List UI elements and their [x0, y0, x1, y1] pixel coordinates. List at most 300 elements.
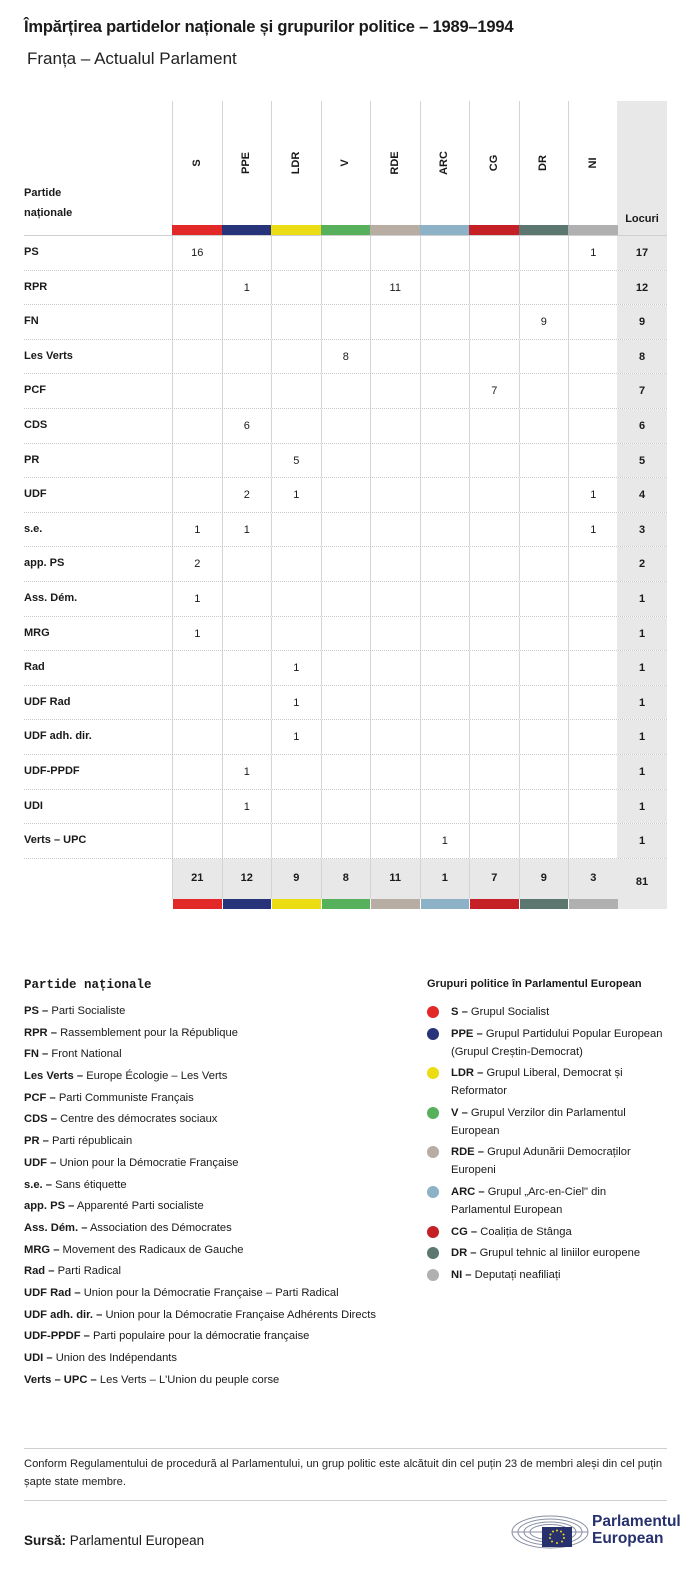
seats-header [617, 101, 667, 235]
seat-count-cell [370, 617, 420, 651]
table-row [24, 236, 667, 271]
seat-count-cell [420, 236, 470, 270]
seat-count-cell: 16 [172, 236, 222, 270]
seat-count-cell [271, 755, 321, 789]
logo-text [592, 1513, 681, 1547]
seat-count-cell [172, 720, 222, 754]
seat-count-cell [222, 720, 272, 754]
seat-count-cell [469, 409, 519, 443]
legend-party-name: Parti Radical [57, 1265, 121, 1278]
group-color-dot-icon [427, 1028, 439, 1040]
column-header-ldr [271, 101, 321, 235]
legend-party-item [24, 1002, 394, 1020]
legend-group-item [427, 1266, 667, 1284]
seat-count-cell [420, 755, 470, 789]
legend-party-abbr: FN – [24, 1048, 49, 1061]
table-row [24, 374, 667, 409]
seat-count-cell [172, 444, 222, 478]
legend-party-name: Front National [51, 1048, 122, 1061]
seat-count-cell [469, 513, 519, 547]
legend-party-item [24, 1045, 394, 1063]
seat-count-cell [370, 547, 420, 581]
legend-group-item [427, 1104, 667, 1140]
group-total-ppe [222, 859, 272, 899]
group-color-swatch [271, 225, 321, 235]
logo-line2: European [592, 1530, 664, 1547]
seat-count-cell [469, 340, 519, 374]
legend-party-item [24, 1306, 394, 1324]
seat-count-cell [420, 409, 470, 443]
party-label: Rad [24, 661, 45, 674]
row-seats-total: 9 [617, 305, 667, 339]
seat-count-cell [222, 305, 272, 339]
seat-count-cell [420, 686, 470, 720]
legend-group-item [427, 1244, 667, 1262]
column-header-v [321, 101, 371, 235]
group-total-value: 9 [293, 871, 300, 884]
seat-count-cell: 1 [222, 790, 272, 824]
footnote: Conform Regulamentului de procedură al Parlamentului, un grup politic este alcătuit din cel puțin 23 de membri aleși din cel puțin șapte state membre. [24, 1458, 663, 1488]
legend-party-abbr: UDI – [24, 1352, 53, 1364]
seat-count-cell [172, 824, 222, 858]
legend-group-abbr: DR – [451, 1247, 477, 1260]
seat-count-cell [568, 651, 618, 685]
group-label: V [339, 159, 352, 167]
legend-group-abbr: PPE – [451, 1027, 483, 1040]
seat-count-cell [519, 824, 569, 858]
row-seats-total: 1 [617, 617, 667, 651]
source [24, 1533, 204, 1548]
row-seats-total: 1 [617, 755, 667, 789]
legend-party-name: Movement des Radicaux de Gauche [62, 1243, 244, 1256]
seat-count-cell [519, 340, 569, 374]
seat-count-cell [370, 720, 420, 754]
legend-party-name: Europe Écologie – Les Verts [86, 1070, 228, 1083]
table-row [24, 824, 667, 859]
seat-count-cell [568, 755, 618, 789]
seat-count-cell [222, 340, 272, 374]
legend-party-item [24, 1349, 394, 1367]
legend-group-name: Grupul Partidului Popular European (Grupul Creștin-Democrat) [451, 1027, 663, 1058]
seat-count-cell [568, 582, 618, 616]
seat-count-cell [420, 478, 470, 512]
seat-count-cell [519, 755, 569, 789]
table-row [24, 305, 667, 340]
table-row [24, 444, 667, 479]
seat-count-cell [519, 547, 569, 581]
legend-group-name: Grupul „Arc-en-Ciel" din Parlamentul European [451, 1185, 607, 1216]
seat-count-cell [222, 824, 272, 858]
legend-party-name: Union pour la Démocratie Française – Parti Radical [83, 1286, 339, 1299]
group-total-dr [519, 859, 569, 899]
column-divider [271, 101, 272, 235]
seat-count-cell: 1 [172, 513, 222, 547]
seat-count-cell [172, 755, 222, 789]
seat-count-cell [370, 790, 420, 824]
legend-national-parties [24, 978, 394, 1392]
seat-count-cell [519, 478, 569, 512]
seat-count-cell [519, 720, 569, 754]
seat-count-cell [172, 305, 222, 339]
table-row [24, 755, 667, 790]
seat-count-cell [420, 271, 470, 305]
legend-group-name: Grupul Adunării Democraților Europeni [451, 1146, 631, 1177]
seat-count-cell [568, 374, 618, 408]
group-label: NI [586, 157, 599, 169]
column-divider [172, 101, 173, 235]
legend-party-name: Centre des démocrates sociaux [60, 1113, 218, 1126]
seat-count-cell [271, 617, 321, 651]
column-divider [321, 101, 322, 235]
seat-count-cell [370, 305, 420, 339]
source-value: Parlamentul European [69, 1533, 205, 1548]
seat-count-cell [321, 617, 371, 651]
seat-count-cell [568, 617, 618, 651]
legend-group-name: Grupul Liberal, Democrat și Reformator [451, 1067, 623, 1098]
legend-groups-title: Grupuri politice în Parlamentul European [427, 978, 642, 990]
legend-group-item [427, 1025, 667, 1061]
row-seats-total: 8 [617, 340, 667, 374]
seat-count-cell [321, 409, 371, 443]
seat-count-cell [519, 271, 569, 305]
table-row [24, 547, 667, 582]
group-color-dot-icon [427, 1247, 439, 1259]
seat-count-cell [321, 755, 371, 789]
table-row [24, 271, 667, 306]
legend-party-abbr: UDF-PPDF – [24, 1330, 90, 1343]
group-color-dot-icon [427, 1226, 439, 1238]
group-color-swatch [173, 899, 222, 909]
seat-count-cell [321, 547, 371, 581]
seat-count-cell [420, 340, 470, 374]
party-label: Les Verts [24, 349, 73, 362]
group-color-swatch [470, 899, 519, 909]
legend-group-item [427, 1064, 667, 1100]
legend-party-abbr: UDF adh. dir. – [24, 1308, 103, 1321]
table-row [24, 651, 667, 686]
group-total-value: 12 [240, 871, 253, 884]
group-label: PPE [240, 151, 253, 175]
group-total-value: 7 [491, 871, 498, 884]
column-divider [370, 101, 371, 235]
legend-party-abbr: UDF Rad – [24, 1286, 81, 1299]
table-body [24, 235, 667, 859]
seat-count-cell [370, 374, 420, 408]
seat-count-cell [420, 444, 470, 478]
legend-party-item [24, 1371, 394, 1389]
group-total-value: 1 [441, 871, 448, 884]
party-label: PR [24, 453, 40, 466]
seat-count-cell [222, 617, 272, 651]
seat-count-cell [172, 686, 222, 720]
seat-count-cell: 7 [469, 374, 519, 408]
legend-group-item [427, 1183, 667, 1219]
seat-count-cell [519, 409, 569, 443]
seat-count-cell [370, 651, 420, 685]
legend-group-item [427, 1003, 667, 1021]
seat-count-cell: 5 [271, 444, 321, 478]
group-color-swatch [569, 899, 618, 909]
party-label: UDF [24, 488, 47, 501]
legend-party-item [24, 1024, 394, 1042]
legend-group-abbr: S – [451, 1006, 468, 1018]
seat-count-cell [469, 824, 519, 858]
seat-count-cell [420, 513, 470, 547]
seats-header-label: Locuri [625, 213, 659, 225]
group-color-dot-icon [427, 1006, 439, 1018]
legend-party-abbr: app. PS – [24, 1200, 75, 1213]
seat-count-cell [420, 790, 470, 824]
seat-count-cell [222, 547, 272, 581]
legend-group-abbr: CG – [451, 1225, 478, 1238]
legend-party-name: Apparenté Parti socialiste [76, 1200, 204, 1213]
european-parliament-logo [510, 1510, 681, 1554]
group-label: CG [487, 154, 500, 172]
seat-count-cell [420, 720, 470, 754]
seat-count-cell [370, 409, 420, 443]
table-row [24, 409, 667, 444]
seat-count-cell [519, 651, 569, 685]
legend-party-name: Parti populaire pour la démocratie française [93, 1330, 310, 1343]
seat-count-cell: 1 [172, 582, 222, 616]
seat-count-cell [519, 582, 569, 616]
group-label: ARC [438, 151, 451, 175]
seat-count-cell [469, 790, 519, 824]
seat-count-cell [370, 686, 420, 720]
group-label: LDR [289, 151, 302, 175]
group-total-cg [469, 859, 519, 899]
totals-row [24, 859, 667, 909]
seat-count-cell [469, 686, 519, 720]
seat-count-cell [271, 374, 321, 408]
legend-group-item [427, 1143, 667, 1179]
group-color-swatch [172, 225, 222, 235]
column-header-cg [469, 101, 519, 235]
seat-count-cell [321, 824, 371, 858]
seat-count-cell: 1 [271, 720, 321, 754]
group-color-swatch [222, 225, 272, 235]
legend-party-name: Union pour la Démocratie Française Adhérents Directs [105, 1308, 376, 1321]
seat-count-cell [469, 582, 519, 616]
party-label: RPR [24, 280, 48, 293]
column-divider [568, 101, 569, 235]
seat-count-cell [370, 824, 420, 858]
row-seats-total: 1 [617, 686, 667, 720]
column-divider [420, 101, 421, 235]
group-color-swatch [322, 899, 371, 909]
legend-political-groups [427, 978, 667, 1287]
group-color-swatch [371, 899, 420, 909]
page-title: Împărțirea partidelor naționale și grupurilor politice – 1989–1994 [24, 18, 514, 36]
column-divider [519, 101, 520, 235]
party-label: UDF-PPDF [24, 764, 80, 777]
legend-party-abbr: UDF – [24, 1156, 57, 1169]
row-seats-total: 1 [617, 790, 667, 824]
seat-count-cell [271, 513, 321, 547]
legend-party-item [24, 1327, 394, 1345]
party-label: UDI [24, 799, 43, 812]
group-color-swatch [519, 225, 569, 235]
legend-party-abbr: Ass. Dém. – [24, 1221, 88, 1234]
group-color-dot-icon [427, 1146, 439, 1158]
seat-count-cell [370, 513, 420, 547]
legend-group-name: Grupul tehnic al liniilor europene [479, 1247, 641, 1260]
seat-count-cell [271, 790, 321, 824]
legend-group-abbr: RDE – [451, 1146, 484, 1159]
seat-count-cell [519, 513, 569, 547]
seat-count-cell [420, 374, 470, 408]
distribution-table [24, 101, 667, 909]
seat-count-cell: 1 [568, 236, 618, 270]
table-row [24, 340, 667, 375]
seat-count-cell [469, 617, 519, 651]
group-color-swatch [421, 899, 470, 909]
party-label: FN [24, 315, 39, 328]
legend-party-abbr: Les Verts – [24, 1070, 84, 1083]
seat-count-cell [321, 686, 371, 720]
seat-count-cell [568, 547, 618, 581]
legend-party-name: Rassemblement pour la République [60, 1026, 238, 1039]
seat-count-cell: 9 [519, 305, 569, 339]
seat-count-cell [568, 824, 618, 858]
legend-group-item [427, 1223, 667, 1241]
seat-count-cell [469, 271, 519, 305]
seat-count-cell [519, 686, 569, 720]
legend-party-item [24, 1089, 394, 1107]
party-label: Ass. Dém. [24, 591, 78, 604]
legend-party-item [24, 1067, 394, 1085]
seat-count-cell [271, 236, 321, 270]
seat-count-cell [321, 374, 371, 408]
group-total-v [321, 859, 371, 899]
table-row [24, 720, 667, 755]
party-label: UDF Rad [24, 695, 71, 708]
row-seats-total: 17 [617, 236, 667, 270]
party-label: app. PS [24, 557, 65, 570]
european-parliament-icon [510, 1510, 590, 1550]
seat-count-cell [321, 513, 371, 547]
seat-count-cell [321, 271, 371, 305]
legend-party-name: Union pour la Démocratie Française [59, 1156, 239, 1169]
seat-count-cell [370, 444, 420, 478]
group-total-value: 21 [191, 871, 204, 884]
legend-party-abbr: RPR – [24, 1026, 57, 1039]
legend-party-item [24, 1110, 394, 1128]
legend-group-name: Grupul Socialist [470, 1006, 550, 1018]
seat-count-cell [469, 236, 519, 270]
legend-party-item [24, 1219, 394, 1237]
seat-count-cell [321, 720, 371, 754]
seat-count-cell [172, 271, 222, 305]
group-total-ldr [271, 859, 321, 899]
column-header-ni [568, 101, 618, 235]
column-header-dr [519, 101, 569, 235]
row-header-label: Partide naționale [24, 187, 73, 219]
table-row [24, 617, 667, 652]
legend-party-item [24, 1154, 394, 1172]
seat-count-cell [271, 824, 321, 858]
column-header-arc [420, 101, 470, 235]
seat-count-cell: 1 [271, 686, 321, 720]
seat-count-cell [519, 790, 569, 824]
group-total-value: 3 [590, 871, 597, 884]
group-color-swatch [520, 899, 569, 909]
seat-count-cell [568, 444, 618, 478]
seat-count-cell: 1 [420, 824, 470, 858]
seat-count-cell [222, 236, 272, 270]
seat-count-cell [172, 478, 222, 512]
legend-group-name: Deputați neafiliați [474, 1268, 561, 1281]
seat-count-cell [271, 582, 321, 616]
seat-count-cell [469, 755, 519, 789]
seat-count-cell [568, 686, 618, 720]
legend-party-name: Association des Démocrates [89, 1221, 232, 1234]
seat-count-cell [321, 651, 371, 685]
table-row [24, 513, 667, 548]
seat-count-cell [172, 790, 222, 824]
group-color-dot-icon [427, 1107, 439, 1119]
group-label: S [190, 159, 203, 167]
seat-count-cell [271, 340, 321, 374]
legend-party-abbr: CDS – [24, 1113, 57, 1126]
seat-count-cell: 11 [370, 271, 420, 305]
legend-party-abbr: PR – [24, 1135, 49, 1148]
seat-count-cell [469, 444, 519, 478]
seat-count-cell [271, 547, 321, 581]
group-label: DR [537, 155, 550, 171]
legend-group-name: Coaliția de Stânga [480, 1225, 572, 1238]
party-label: PCF [24, 384, 46, 397]
seat-count-cell [519, 236, 569, 270]
party-label: PS [24, 246, 39, 258]
seat-count-cell [370, 236, 420, 270]
seat-count-cell [172, 651, 222, 685]
group-color-swatch [420, 225, 470, 235]
seat-count-cell [222, 444, 272, 478]
seat-count-cell [568, 340, 618, 374]
legend-party-item [24, 1284, 394, 1302]
party-label: UDF adh. dir. [24, 730, 92, 743]
legend-party-item [24, 1262, 394, 1280]
seat-count-cell [222, 582, 272, 616]
seat-count-cell [420, 651, 470, 685]
seat-count-cell [321, 582, 371, 616]
seat-count-cell [321, 236, 371, 270]
legend-party-item [24, 1176, 394, 1194]
group-total-value: 9 [540, 871, 547, 884]
seat-count-cell [271, 409, 321, 443]
seat-count-cell: 1 [568, 478, 618, 512]
seat-count-cell [568, 409, 618, 443]
page-subtitle: Franța – Actualul Parlament [27, 49, 237, 68]
seat-count-cell [222, 374, 272, 408]
legend-party-abbr: MRG – [24, 1243, 60, 1256]
legend-party-item [24, 1241, 394, 1259]
row-seats-total: 6 [617, 409, 667, 443]
seat-count-cell: 1 [271, 478, 321, 512]
seat-count-cell [568, 271, 618, 305]
seat-count-cell [568, 720, 618, 754]
group-color-swatch [272, 899, 321, 909]
table-row [24, 582, 667, 617]
logo-line1: Parlamentul [592, 1513, 681, 1530]
legend-group-name: Grupul Verzilor din Parlamentul European [451, 1106, 626, 1137]
seat-count-cell: 2 [172, 547, 222, 581]
seat-count-cell [172, 409, 222, 443]
divider [24, 1448, 667, 1449]
legend-group-abbr: NI – [451, 1268, 472, 1281]
seat-count-cell [271, 271, 321, 305]
